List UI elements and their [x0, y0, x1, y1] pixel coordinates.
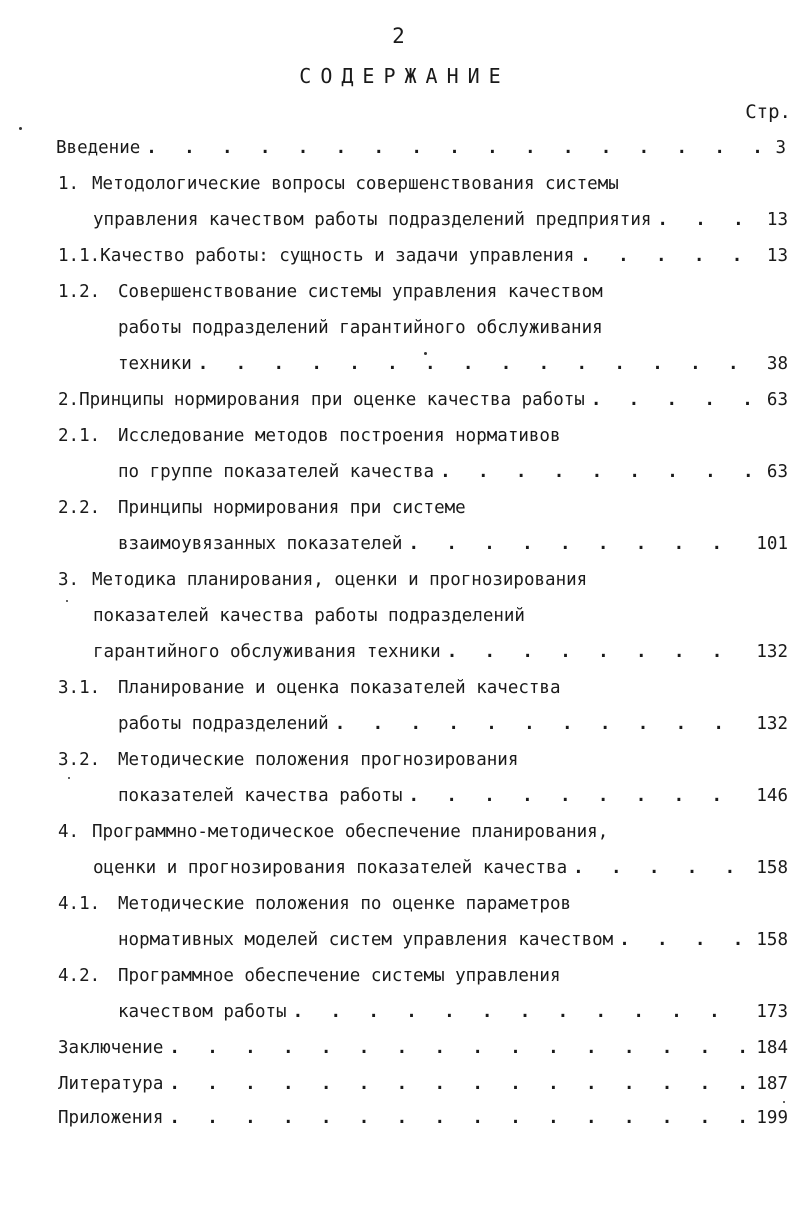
toc-entry-title: показателей качества работы [118, 786, 403, 806]
toc-entry-title: Принципы нормирования при системе [118, 498, 466, 518]
toc-entry-2-2-cont [118, 529, 788, 559]
toc-entry-page: 63 [766, 462, 788, 482]
scan-speck [66, 600, 68, 602]
dot-leader [580, 241, 757, 271]
toc-entry-2[interactable] [58, 385, 788, 415]
toc-entry-title: Методика планирования, оценки и прогнозирования [92, 570, 588, 590]
toc-entry-page: 132 [756, 714, 788, 734]
toc-entry-title: Методические положения прогнозирования [118, 750, 519, 770]
page-column-label: Стр. [745, 101, 791, 123]
dot-leader [440, 457, 757, 487]
toc-entry-4-cont [93, 853, 788, 883]
dot-leader [619, 925, 746, 955]
dot-leader [169, 1033, 746, 1063]
toc-entry-title: взаимоувязанных показателей [118, 534, 403, 554]
toc-entry-title: работы подразделений [118, 714, 329, 734]
dot-leader [146, 133, 765, 163]
dot-leader [447, 637, 747, 667]
toc-entry-number: 3.1. [58, 678, 101, 698]
dot-leader [657, 205, 757, 235]
toc-entry-page: 38 [766, 354, 788, 374]
toc-entry-number: 2.1. [58, 426, 101, 446]
toc-entry-3-cont2 [93, 637, 788, 667]
toc-entry-4-2-cont [118, 997, 788, 1027]
toc-entry-page: 158 [756, 930, 788, 950]
toc-entry-title: Принципы нормирования при оценке качества работы [79, 390, 585, 410]
dot-leader [293, 997, 747, 1027]
toc-entry-3-1[interactable] [58, 673, 788, 703]
toc-entry-page: 187 [756, 1074, 788, 1094]
toc-entry-title: управления качеством работы подразделений предприятия [93, 210, 652, 230]
toc-entry-title: Качество работы: сущность и задачи управления [100, 246, 575, 266]
toc-entry-page: 13 [766, 246, 788, 266]
toc-entry-2-1-cont [118, 457, 788, 487]
dot-leader [591, 385, 757, 415]
toc-entry-number: 2.2. [58, 498, 101, 518]
dot-leader [169, 1069, 746, 1099]
scan-speck [783, 1101, 785, 1103]
scan-speck [424, 352, 427, 355]
toc-entry-title: Заключение [58, 1038, 164, 1058]
toc-entry-page: 158 [756, 858, 788, 878]
toc-entry-literature[interactable] [58, 1069, 788, 1099]
toc-entry-page: 3 [775, 138, 786, 158]
dot-leader [335, 709, 747, 739]
toc-entry-page: 63 [766, 390, 788, 410]
toc-entry-title: Программное обеспечение системы управления [118, 966, 561, 986]
toc-entry-3-1-cont [118, 709, 788, 739]
toc-entry-number: 4.1. [58, 894, 101, 914]
toc-entry-title: Совершенствование системы управления качеством [118, 282, 603, 302]
toc-entry-number: 1.2. [58, 282, 101, 302]
toc-entry-page: 101 [756, 534, 788, 554]
page-number: 2 [392, 24, 405, 48]
dot-leader [408, 781, 746, 811]
toc-entry-title: Приложения [58, 1108, 164, 1128]
toc-entry-2-1[interactable] [58, 421, 788, 451]
toc-entry-number: 1. [58, 174, 80, 194]
toc-entry-page: 132 [756, 642, 788, 662]
dot-leader [573, 853, 746, 883]
toc-entry-appendices[interactable] [58, 1103, 788, 1133]
toc-entry-title: показателей качества работы подразделений [93, 606, 525, 626]
toc-entry-title: Литература [58, 1074, 164, 1094]
toc-entry-1-cont [93, 205, 788, 235]
toc-entry-2-2[interactable] [58, 493, 788, 523]
toc-entry-title: Введение [56, 138, 141, 158]
dot-leader [408, 529, 746, 559]
toc-entry-4-1-cont [118, 925, 788, 955]
toc-entry-4-1[interactable] [58, 889, 788, 919]
toc-entry-title: Программно-методическое обеспечение планирования, [92, 822, 609, 842]
toc-entry-title: нормативных моделей систем управления качеством [118, 930, 614, 950]
toc-entry-number: 4.2. [58, 966, 101, 986]
toc-entry-title: Исследование методов построения нормативов [118, 426, 561, 446]
dot-leader [169, 1103, 746, 1133]
toc-entry-1-2[interactable] [58, 277, 788, 307]
toc-entry-number: 3. [58, 570, 80, 590]
toc-entry-title: оценки и прогнозирования показателей качества [93, 858, 568, 878]
toc-entry-page: 146 [756, 786, 788, 806]
toc-entry-title: Методологические вопросы совершенствования системы [92, 174, 619, 194]
toc-entry-4[interactable] [58, 817, 788, 847]
toc-entry-title: работы подразделений гарантийного обслуживания [118, 318, 603, 338]
scan-speck [68, 777, 70, 779]
toc-entry-title: техники [118, 354, 192, 374]
toc-entry-title: по группе показателей качества [118, 462, 435, 482]
toc-entry-1-1[interactable] [58, 241, 788, 271]
dot-leader [198, 349, 757, 379]
toc-entry-1-2-cont [118, 313, 788, 343]
scan-speck [19, 127, 22, 130]
toc-entry-number: 3.2. [58, 750, 101, 770]
toc-entry-1[interactable] [58, 169, 788, 199]
toc-entry-page: 173 [756, 1002, 788, 1022]
toc-entry-number: 2. [58, 390, 80, 410]
toc-entry-4-2[interactable] [58, 961, 788, 991]
toc-entry-1-2-cont2 [118, 349, 788, 379]
toc-entry-title: Планирование и оценка показателей качества [118, 678, 561, 698]
toc-entry-title: гарантийного обслуживания техники [93, 642, 441, 662]
toc-entry-page: 13 [766, 210, 788, 230]
toc-entry-3-cont [93, 601, 788, 631]
toc-entry-3-2[interactable] [58, 745, 788, 775]
toc-entry-conclusion[interactable] [58, 1033, 788, 1063]
toc-entry-title: Методические положения по оценке параметров [118, 894, 572, 914]
toc-entry-number: 1.1. [58, 246, 101, 266]
toc-entry-3-2-cont [118, 781, 788, 811]
toc-entry-page: 199 [756, 1108, 788, 1128]
toc-entry-3[interactable] [58, 565, 788, 595]
toc-entry-title: качеством работы [118, 1002, 287, 1022]
toc-entry-page: 184 [756, 1038, 788, 1058]
toc-entry-intro[interactable] [56, 133, 786, 163]
toc-entry-number: 4. [58, 822, 80, 842]
page-title: СОДЕРЖАНИЕ [299, 64, 510, 88]
